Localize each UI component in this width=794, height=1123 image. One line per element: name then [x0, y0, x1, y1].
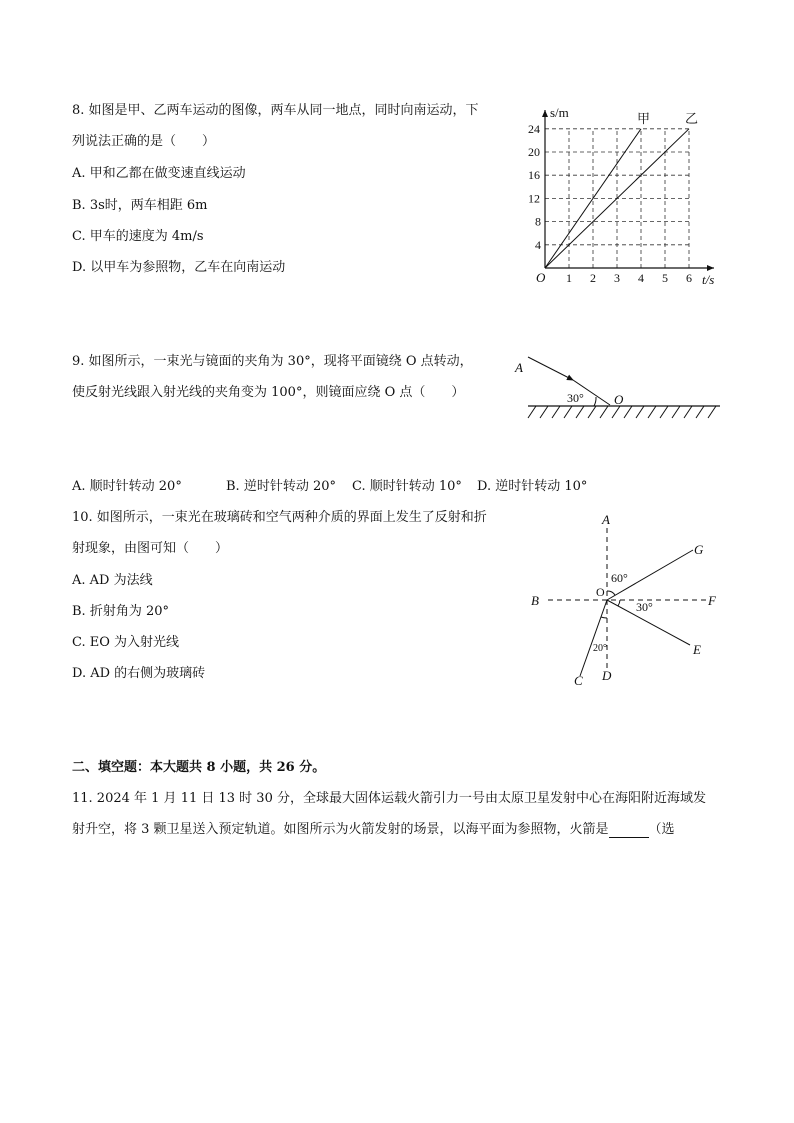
- q10-stem-line1: 10. 如图所示，一束光在玻璃砖和空气两种介质的界面上发生了反射和折: [72, 510, 487, 525]
- q10-option-b: B. 折射角为 20°: [72, 604, 169, 619]
- q11-line2-tail: （选: [648, 822, 675, 837]
- q8-x-tick-label: 2: [590, 271, 596, 285]
- q8-y-axis-label: s/m: [550, 105, 569, 120]
- q10-arc-20: [601, 617, 607, 618]
- q8-option-a: A. 甲和乙都在做变速直线运动: [72, 166, 246, 181]
- q9-option-d: D. 逆时针转动 10°: [477, 479, 588, 494]
- q8-y-tick-label: 24: [528, 121, 540, 136]
- q9-angle-label: 30°: [567, 391, 584, 405]
- q9-label-o: O: [614, 392, 624, 407]
- q8-x-tick-label: 6: [686, 271, 692, 285]
- q8-y-tick-label: 8: [535, 214, 541, 229]
- q8-y-tick-label: 4: [535, 237, 541, 252]
- q8-stem-line1: 8. 如图是甲、乙两车运动的图像，两车从同一地点，同时向南运动，下: [72, 103, 479, 118]
- q10-angle-30: 30°: [636, 600, 653, 614]
- q8-x-tick-label: 3: [614, 271, 620, 285]
- q10-label-b: B: [531, 593, 539, 608]
- q8-option-c: C. 甲车的速度为 4m/s: [72, 229, 204, 244]
- q11-line1: 11. 2024 年 1 月 11 日 13 时 30 分，全球最大固体运载火箭引力一号由太原卫星发射中心在海阳附近海域发: [72, 791, 706, 806]
- q9-label-a: A: [515, 360, 523, 375]
- q10-label-c: C: [574, 673, 583, 688]
- q8-y-tick-label: 12: [528, 191, 540, 206]
- q10-label-e: E: [693, 642, 701, 657]
- q10-label-o: O: [596, 585, 605, 599]
- q9-option-b: B. 逆时针转动 20°: [226, 479, 336, 494]
- q11-answer-blank[interactable]: [609, 825, 649, 838]
- section-title: 二、填空题：本大题共 8 小题，共 26 分。: [72, 760, 326, 775]
- q9-stem-line2: 使反射光线跟入射光线的夹角变为 100°，则镜面应绕 O 点（ ）: [72, 385, 465, 400]
- q10-angle-20: 20°: [593, 643, 607, 654]
- q9-option-c: C. 顺时针转动 10°: [352, 479, 462, 494]
- q10-label-g: G: [694, 542, 704, 557]
- q10-stem-line2: 射现象，由图可知（ ）: [72, 541, 229, 556]
- q8-option-d: D. 以甲车为参照物，乙车在向南运动: [72, 260, 286, 275]
- q10-angle-60: 60°: [611, 571, 628, 585]
- q10-label-d: D: [602, 668, 612, 683]
- q10-label-a: A: [602, 512, 610, 527]
- q9-option-a: A. 顺时针转动 20°: [72, 479, 182, 494]
- q8-x-tick-label: 4: [638, 271, 644, 285]
- q8-series-label-jia: 甲: [637, 110, 651, 126]
- q8-x-tick-label: 1: [566, 271, 572, 285]
- q10-option-a: A. AD 为法线: [72, 573, 153, 588]
- q8-option-b: B. 3s时，两车相距 6m: [72, 198, 208, 213]
- q10-option-c: C. EO 为入射光线: [72, 635, 180, 650]
- q10-arc-30: [618, 600, 620, 606]
- q10-option-d: D. AD 的右侧为玻璃砖: [72, 666, 206, 681]
- q8-series-label-yi: 乙: [685, 110, 699, 126]
- q8-y-tick-label: 16: [528, 168, 540, 183]
- q10-arc-60: [607, 591, 615, 595]
- q8-origin-label: O: [536, 270, 546, 285]
- q11-line2: [72, 822, 675, 838]
- q10-label-f: F: [708, 593, 716, 608]
- q8-y-tick-label: 20: [528, 145, 540, 159]
- q8-stem-line2: 列说法正确的是（ ）: [72, 134, 216, 149]
- q9-stem-line1: 9. 如图所示，一束光与镜面的夹角为 30°，现将平面镜绕 O 点转动，: [72, 354, 473, 369]
- q8-x-tick-label: 5: [662, 271, 668, 285]
- q11-line2-text: 射升空，将 3 颗卫星送入预定轨道。如图所示为火箭发射的场景，以海平面为参照物，火箭是: [72, 822, 609, 837]
- q10-ray-oc: [580, 600, 607, 676]
- q8-x-axis-label: t/s: [702, 272, 715, 287]
